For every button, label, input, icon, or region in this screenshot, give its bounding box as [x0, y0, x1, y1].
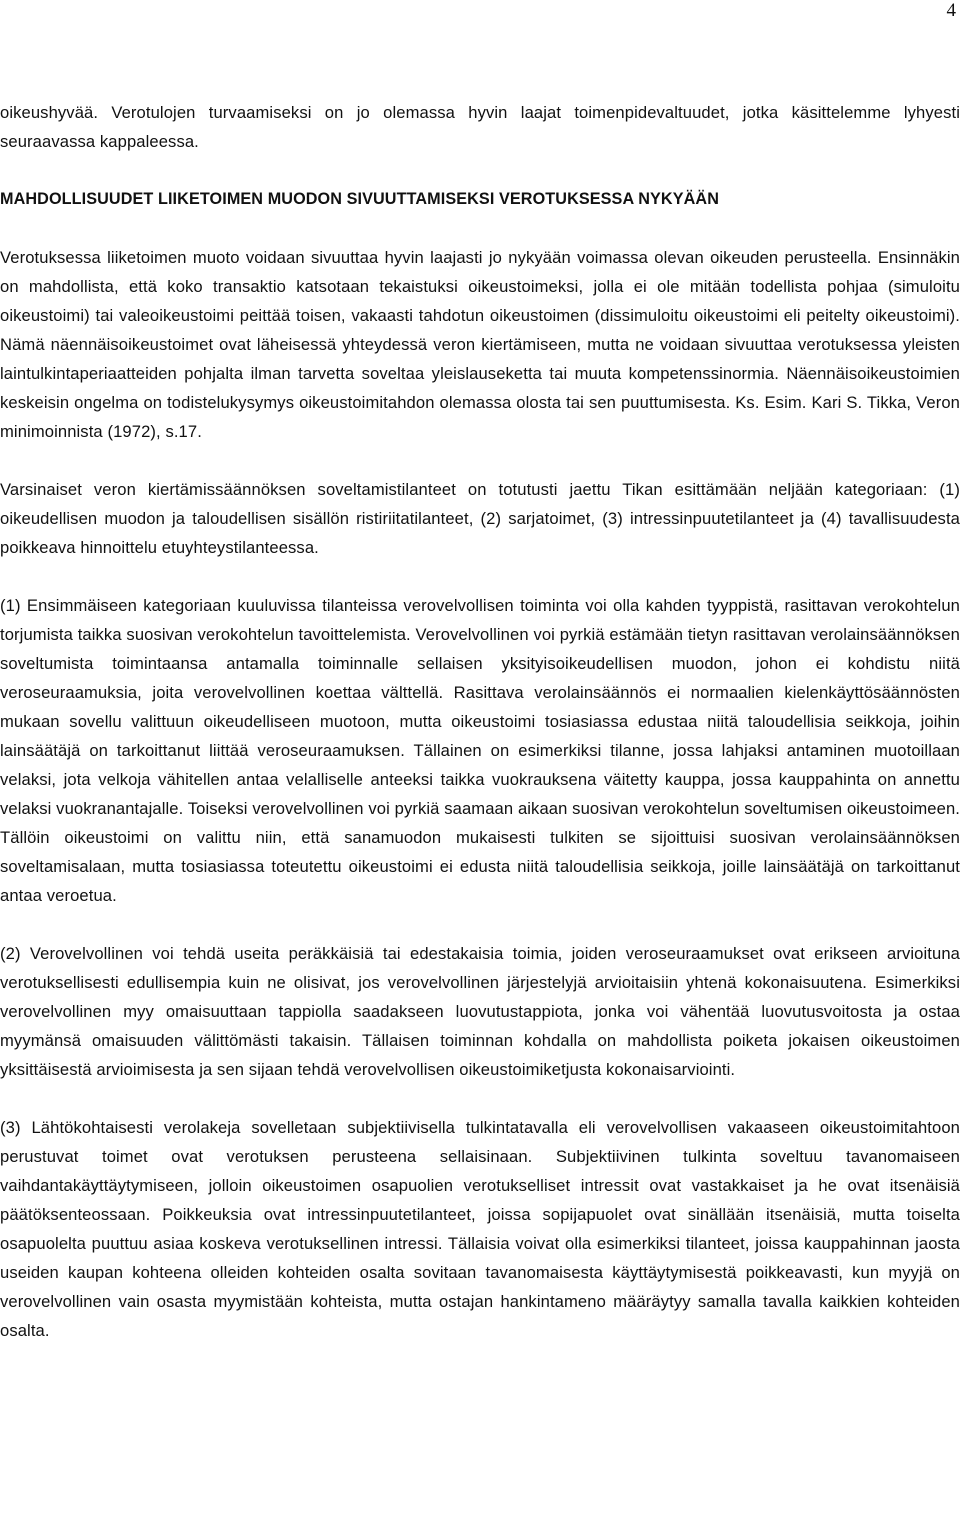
intro-paragraph: oikeushyvää. Verotulojen turvaamiseksi on jo olemassa hyvin laajat toimenpidevaltuudet, jotka käsittelemme lyhyesti seuraavassa kappaleessa.: [0, 103, 960, 151]
paragraph-2: Varsinaiset veron kiertämissäännöksen soveltamistilanteet on totutusti jaettu Tikan esittämään neljään kategoriaan: (1) oikeudellisen muodon ja taloudellisen sisällön ristiriitatilanteet, (2) sarjatoimet, (3) intressinpuutetilanteet ja (4) tavallisuudesta poikkeava hinnoittelu etuyhteystilanteessa.: [0, 480, 960, 557]
paragraph-1: Verotuksessa liiketoimen muoto voidaan sivuuttaa hyvin laajasti jo nykyään voimassa olevan oikeuden perusteella. Ensinnäkin on mahdollista, että koko transaktio katsotaan tekaistuksi oikeustoimeksi, jolla ei ole mitään todellista pohjaa (simuloitu oikeustoimi) tai valeoikeustoimi peittää toisen, vakaasti tahdotun oikeustoimen (dissimuloitu oikeustoimi eli peitelty oikeustoimi). Nämä näennäisoikeustoimet ovat läheisessä yhteydessä veron kiertämiseen, mutta ne voidaan sivuuttaa verotuksessa yleisten laintulkintaperiaatteiden pohjalta ilman tarvetta soveltaa yleislauseketta tai muuta kompetenssinormia. Näennäisoikeustoimien keskeisin ongelma on todistelukysymys oikeustoimitahdon olemassa olosta tai sen puuttumisesta. Ks. Esim. Kari S. Tikka, Veron minimoinnista (1972), s.17.: [0, 248, 960, 441]
page-number: 4: [946, 0, 956, 21]
document-body: [0, 98, 960, 1345]
paragraph-4: (2) Verovelvollinen voi tehdä useita peräkkäisiä tai edestakaisia toimia, joiden veroseuraamukset ovat erikseen arvioituna verotuksellisesti edullisempia kuin ne olisivat, jos verovelvollinen järjestelyjä arvioitaisiin yhtenä kokonaisuutena. Esimerkiksi verovelvollinen myy omaisuuttaan tappiolla saadakseen luovutustappiota, jonka voi vähentää luovutusvoitosta ja ostaa myymänsä omaisuuden välittömästi takaisin. Tällaisen toiminnan kohdalla on mahdollista poiketa jokaisen oikeustoimen yksittäisestä arvioimisesta ja sen sijaan tehdä verovelvollisen oikeustoimiketjusta kokonaisarviointi.: [0, 944, 960, 1079]
section-heading: MAHDOLLISUUDET LIIKETOIMEN MUODON SIVUUTTAMISEKSI VEROTUKSESSA NYKYÄÄN: [0, 190, 719, 208]
paragraph-5: (3) Lähtökohtaisesti verolakeja sovelletaan subjektiivisella tulkintatavalla eli verovelvollisen vakaaseen oikeustoimitahtoon perustuvat toimet ovat verotuksen perusteena sellaisinaan. Subjektiivinen tulkinta soveltuu tavanomaiseen vaihdantakäyttäytymiseen, jolloin oikeustoimen osapuolien verotukselliset intressit ovat vastakkaiset ja he ovat itsenäisiä päätöksenteossaan. Poikkeuksia ovat intressinpuutetilanteet, joissa sopijapuolet ovat sinällään itsenäisiä, mutta toiselta osapuolelta puuttuu asiaa koskeva verotuksellinen intressi. Tällaisia voivat olla esimerkiksi tilanteet, joissa kauppahinnan jaosta useiden kaupan kohteena olleiden kohteiden osalta sovitaan tavanomaisesta käyttäytymisestä poikkeavasti, kun myyjä on verovelvollinen vain osasta myymistään kohteista, mutta ostajan hankintameno määräytyy samalla tavalla kaikkien kohteiden osalta.: [0, 1118, 960, 1340]
paragraph-3: (1) Ensimmäiseen kategoriaan kuuluvissa tilanteissa verovelvollisen toiminta voi olla kahden tyyppistä, rasittavan verokohtelun torjumista taikka suosivan verokohtelun tavoittelemista. Verovelvollinen voi pyrkiä estämään tietyn rasittavan verolainsäännöksen soveltumista toimintaansa antamalla toiminnalle sellaisen yksityisoikeudellisen muodon, johon ei kohdistu niitä veroseuraamuksia, joita verovelvollinen koettaa välttellä. Rasittava verolainsäännös ei normaalien kielenkäyttösäännösten mukaan sovellu valittuun oikeudelliseen muotoon, mutta oikeustoimi tosiasiassa edustaa niitä taloudellisia seikkoja, joihin lainsäätäjä on tarkoittanut liittää veroseuraamuksen. Tällainen on esimerkiksi tilanne, jossa lahjaksi antaminen muotoillaan velaksi, jota velkoja vähitellen antaa velalliselle anteeksi taikka vuokrauksena väitetty kauppa, jossa kauppahinta on annettu velaksi vuokranantajalle. Toiseksi verovelvollinen voi pyrkiä saamaan aikaan suosivan verokohtelun soveltumisen oikeustoimeen. Tällöin oikeustoimi on valittu niin, että sanamuodon mukaisesti tulkiten se sijoittuisi suosivan verolainsäännöksen soveltamisalaan, mutta tosiasiassa toteutettu oikeustoimi ei edusta niitä taloudellisia seikkoja, joille lainsäätäjä on tarkoittanut antaa veroetua.: [0, 596, 960, 905]
